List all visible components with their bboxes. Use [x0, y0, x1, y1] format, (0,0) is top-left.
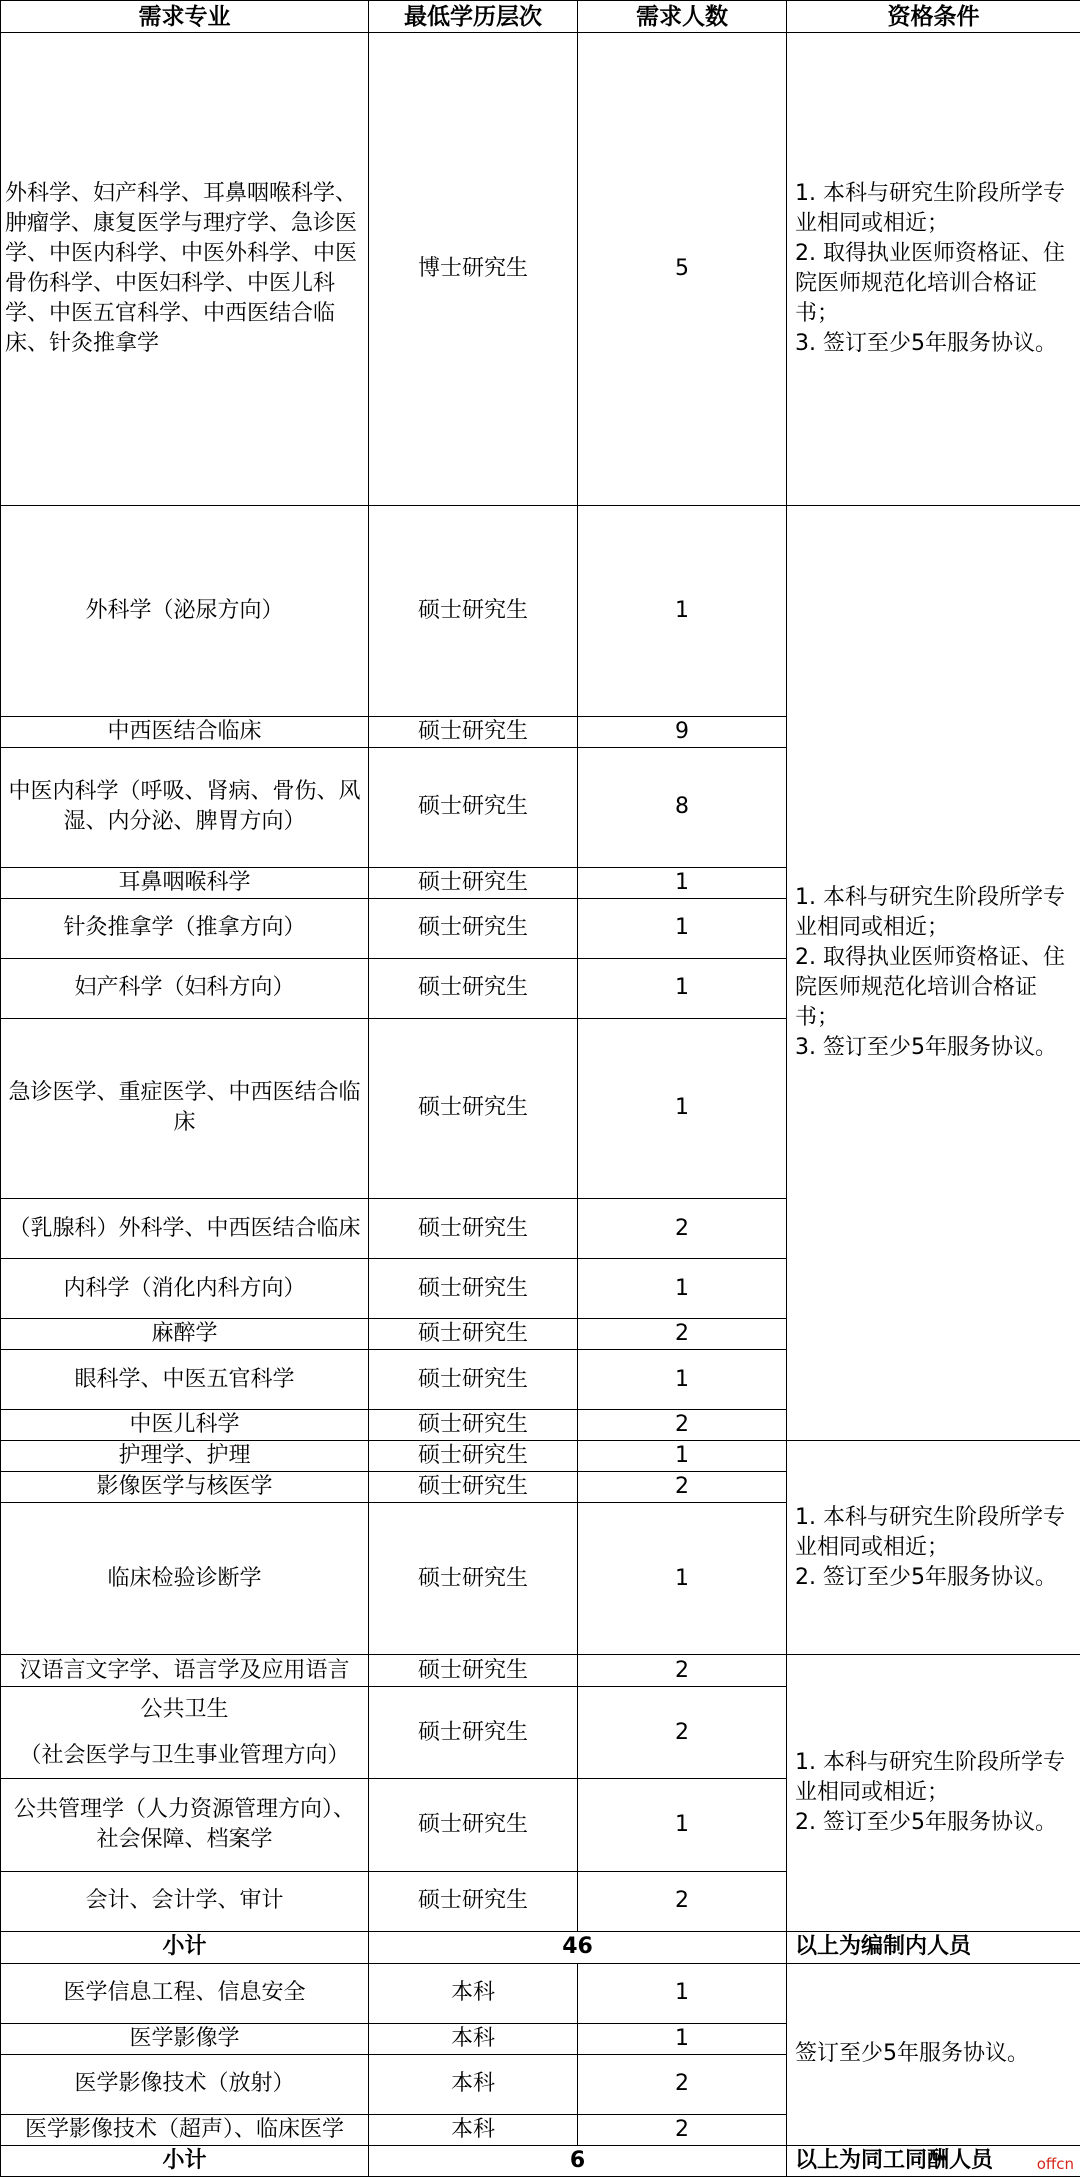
- major-cell: 针灸推拿学（推拿方向）: [1, 898, 369, 958]
- count-cell: 1: [578, 1259, 787, 1319]
- education-cell: 本科: [369, 2114, 578, 2145]
- major-cell: 外科学、妇产科学、耳鼻咽喉科学、肿瘤学、康复医学与理疗学、急诊医学、中医内科学、中医外科学、中医骨伤科学、中医妇科学、中医儿科学、中医五官科学、中西医结合临床、针灸推拿学: [1, 33, 369, 506]
- table-row: [1, 1963, 1080, 2023]
- major-cell: 影像医学与核医学: [1, 1472, 369, 1503]
- education-cell: 硕士研究生: [369, 1503, 578, 1655]
- count-cell: 2: [578, 1410, 787, 1441]
- education-cell: 本科: [369, 1963, 578, 2023]
- education-cell: 硕士研究生: [369, 1319, 578, 1350]
- subtotal-note: 以上为同工同酬人员: [787, 2145, 1080, 2176]
- count-cell: 2: [578, 1319, 787, 1350]
- education-cell: 博士研究生: [369, 33, 578, 506]
- table-row: [1, 33, 1080, 506]
- major-cell: 耳鼻咽喉科学: [1, 867, 369, 898]
- education-cell: 硕士研究生: [369, 1259, 578, 1319]
- header-count: 需求人数: [578, 1, 787, 33]
- offcn-watermark-logo: offcn: [1036, 2155, 1074, 2173]
- major-cell: （乳腺科）外科学、中西医结合临床: [1, 1199, 369, 1259]
- education-cell: 硕士研究生: [369, 1441, 578, 1472]
- major-cell: 妇产科学（妇科方向）: [1, 958, 369, 1018]
- count-cell: 5: [578, 33, 787, 506]
- major-cell: 公共管理学（人力资源管理方向）、社会保障、档案学: [1, 1779, 369, 1871]
- education-cell: 硕士研究生: [369, 867, 578, 898]
- subtotal-label: 小计: [1, 1931, 369, 1963]
- major-line-2: （社会医学与卫生事业管理方向）: [19, 1742, 350, 1768]
- education-cell: 硕士研究生: [369, 1687, 578, 1779]
- major-cell: [1, 1687, 369, 1779]
- count-cell: 2: [578, 1687, 787, 1779]
- education-cell: 硕士研究生: [369, 747, 578, 867]
- education-cell: 硕士研究生: [369, 958, 578, 1018]
- table-row: [1, 506, 1080, 716]
- count-cell: 2: [578, 2114, 787, 2145]
- education-cell: 硕士研究生: [369, 1199, 578, 1259]
- header-major: 需求专业: [1, 1, 369, 33]
- major-cell: 临床检验诊断学: [1, 1503, 369, 1655]
- qualification-cell: 1. 本科与研究生阶段所学专业相同或相近； 2. 取得执业医师资格证、住院医师规范化培训合格证书； 3. 签订至少5年服务协议。: [787, 506, 1080, 1441]
- subtotal-row: [1, 1931, 1080, 1963]
- major-cell: 护理学、护理: [1, 1441, 369, 1472]
- count-cell: 1: [578, 898, 787, 958]
- subtotal-value: 6: [369, 2145, 787, 2176]
- major-cell: 中医儿科学: [1, 1410, 369, 1441]
- count-cell: 1: [578, 2023, 787, 2054]
- header-qualification: 资格条件: [787, 1, 1080, 33]
- education-cell: 硕士研究生: [369, 1779, 578, 1871]
- education-cell: 硕士研究生: [369, 1655, 578, 1687]
- education-cell: 硕士研究生: [369, 1350, 578, 1410]
- count-cell: 2: [578, 1472, 787, 1503]
- subtotal-note: 以上为编制内人员: [787, 1931, 1080, 1963]
- education-cell: 硕士研究生: [369, 1472, 578, 1503]
- major-cell: 医学影像学: [1, 2023, 369, 2054]
- education-cell: 本科: [369, 2054, 578, 2114]
- count-cell: 2: [578, 2054, 787, 2114]
- education-cell: 硕士研究生: [369, 1871, 578, 1931]
- count-cell: 1: [578, 958, 787, 1018]
- count-cell: 1: [578, 1503, 787, 1655]
- count-cell: 2: [578, 1655, 787, 1687]
- major-cell: 急诊医学、重症医学、中西医结合临床: [1, 1018, 369, 1198]
- count-cell: 1: [578, 1441, 787, 1472]
- count-cell: 1: [578, 506, 787, 716]
- count-cell: 2: [578, 1871, 787, 1931]
- qualification-cell: 1. 本科与研究生阶段所学专业相同或相近； 2. 取得执业医师资格证、住院医师规范化培训合格证书； 3. 签订至少5年服务协议。: [787, 33, 1080, 506]
- count-cell: 1: [578, 1350, 787, 1410]
- count-cell: 2: [578, 1199, 787, 1259]
- major-cell: 麻醉学: [1, 1319, 369, 1350]
- education-cell: 硕士研究生: [369, 1410, 578, 1441]
- subtotal-row: [1, 2145, 1080, 2176]
- qualification-cell: 1. 本科与研究生阶段所学专业相同或相近； 2. 签订至少5年服务协议。: [787, 1655, 1080, 1931]
- major-cell: 医学影像技术（超声）、临床医学: [1, 2114, 369, 2145]
- subtotal-value: 46: [369, 1931, 787, 1963]
- count-cell: 1: [578, 1018, 787, 1198]
- major-cell: 中西医结合临床: [1, 716, 369, 747]
- header-education: 最低学历层次: [369, 1, 578, 33]
- major-cell: 内科学（消化内科方向）: [1, 1259, 369, 1319]
- major-cell: 汉语言文字学、语言学及应用语言: [1, 1655, 369, 1687]
- major-cell: 医学信息工程、信息安全: [1, 1963, 369, 2023]
- education-cell: 本科: [369, 2023, 578, 2054]
- count-cell: 1: [578, 1779, 787, 1871]
- header-row: [1, 1, 1080, 33]
- major-cell: 眼科学、中医五官科学: [1, 1350, 369, 1410]
- table-row: [1, 1441, 1080, 1472]
- subtotal-label: 小计: [1, 2145, 369, 2176]
- education-cell: 硕士研究生: [369, 506, 578, 716]
- count-cell: 9: [578, 716, 787, 747]
- count-cell: 1: [578, 1963, 787, 2023]
- major-cell: 中医内科学（呼吸、肾病、骨伤、风湿、内分泌、脾胃方向）: [1, 747, 369, 867]
- count-cell: 8: [578, 747, 787, 867]
- education-cell: 硕士研究生: [369, 1018, 578, 1198]
- education-cell: 硕士研究生: [369, 716, 578, 747]
- qualification-cell: 1. 本科与研究生阶段所学专业相同或相近； 2. 签订至少5年服务协议。: [787, 1441, 1080, 1655]
- qualification-cell: 签订至少5年服务协议。: [787, 1963, 1080, 2145]
- major-cell: 医学影像技术（放射）: [1, 2054, 369, 2114]
- major-cell: 会计、会计学、审计: [1, 1871, 369, 1931]
- table-row: [1, 1655, 1080, 1687]
- major-line-1: 公共卫生: [140, 1696, 229, 1722]
- major-cell: 外科学（泌尿方向）: [1, 506, 369, 716]
- count-cell: 1: [578, 867, 787, 898]
- education-cell: 硕士研究生: [369, 898, 578, 958]
